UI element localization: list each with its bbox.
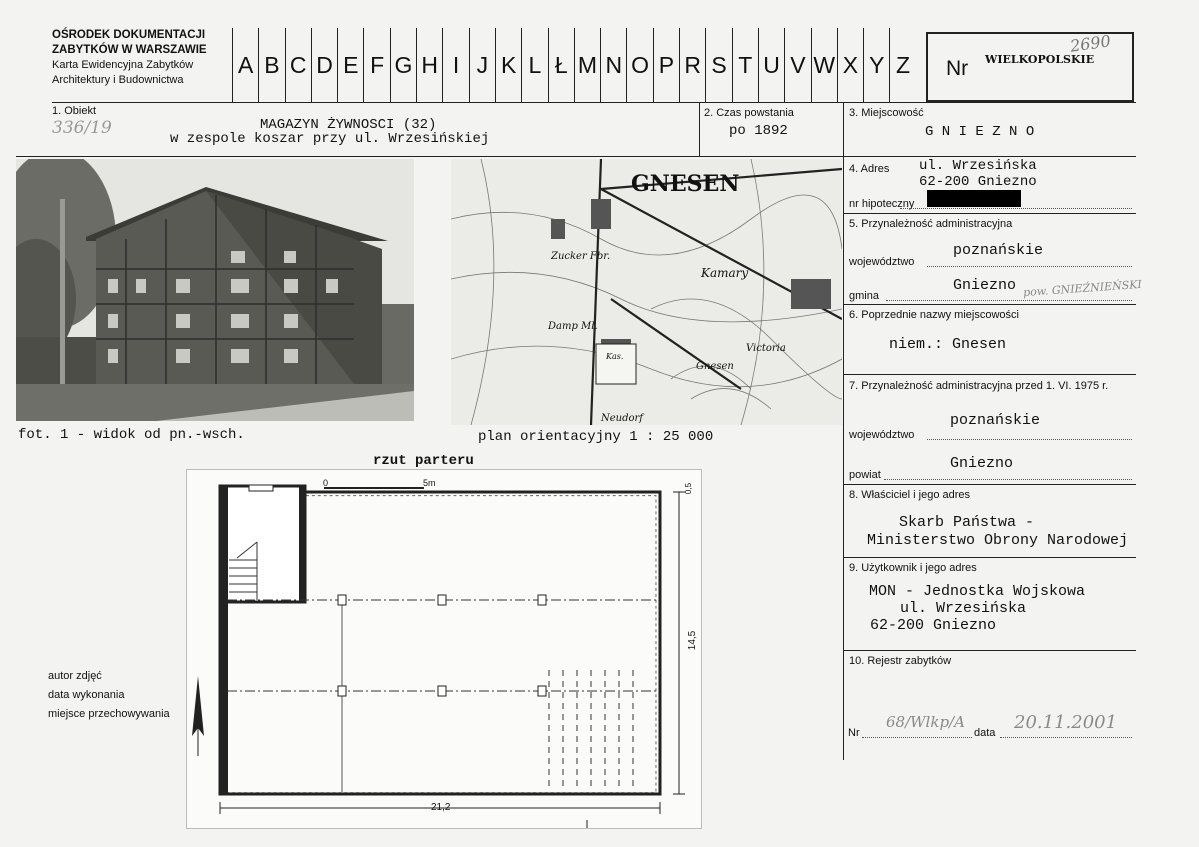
index-letter: O [626, 28, 652, 102]
north-arrow-icon [190, 676, 206, 756]
header-rule [52, 102, 1136, 103]
index-letter: A [232, 28, 258, 102]
orientation-map [451, 159, 842, 425]
right-column-divider [843, 102, 844, 760]
floorplan-title: rzut parteru [373, 453, 474, 469]
voivodeship-pre1975-label: województwo [849, 429, 915, 441]
index-letter: M [574, 28, 600, 102]
index-letter: F [363, 28, 389, 102]
index-letter: Ł [548, 28, 574, 102]
object-name: MAGAZYN ŻYWNOSCI (32) [260, 117, 437, 133]
institution-line4: Architektury i Budownictwa [52, 74, 184, 86]
nr-label: Nr [946, 57, 969, 80]
index-letter: Y [863, 28, 889, 102]
commune-note: pow. GNIEŹNIEŃSKI [1022, 277, 1143, 300]
index-letter: V [784, 28, 810, 102]
user-line3: 62-200 Gniezno [870, 617, 997, 634]
user-line1: MON - Jednostka Wojskowa [869, 583, 1086, 600]
institution-line2: ZABYTKÓW W WARSZAWIE [52, 44, 207, 56]
owner-line1: Skarb Państwa - [899, 514, 1035, 531]
map-label-zucker: Zucker Fbr. [551, 251, 611, 262]
institution-line3: Karta Ewidencyjna Zabytków [52, 59, 194, 71]
section3-label: 3. Miejscowość [849, 107, 924, 119]
index-letter: U [758, 28, 784, 102]
locality: G N I E Z N O [925, 124, 1035, 140]
address-street: ul. Wrzesińska [919, 158, 1037, 174]
section7-label: 7. Przynależność administracyjna przed 1. VI. 1975 r. [849, 380, 1109, 392]
index-letter: R [679, 28, 705, 102]
section1-label: 1. Obiekt [52, 105, 97, 117]
index-letter: E [337, 28, 363, 102]
map-label-gnesen: GNESEN [631, 171, 740, 197]
county-label: powiat [849, 469, 881, 481]
region-stamp: WIELKOPOLSKIE [985, 53, 1095, 66]
owner-line2: Ministerstwo Obrony Narodowej [867, 532, 1129, 549]
scale-start: 0 [323, 478, 329, 488]
photo-date-label: data wykonania [48, 689, 125, 701]
section5-label: 5. Przynależność administracyjna [849, 218, 1013, 230]
section6-label: 6. Poprzednie nazwy miejscowości [849, 309, 1019, 321]
index-letter: X [837, 28, 863, 102]
commune-value: Gniezno [953, 277, 1017, 294]
index-letter: Z [889, 28, 915, 102]
register-date-value: 20.11.2001 [1014, 712, 1118, 733]
address-city: 62-200 Gniezno [919, 174, 1037, 190]
index-letter: K [495, 28, 521, 102]
nr-handwritten: 2690 [1068, 31, 1112, 56]
dimension-width: 21,2 [431, 802, 451, 813]
index-letter: T [732, 28, 758, 102]
register-nr-value: 68/Wlkp/A [886, 713, 965, 731]
map-label-kas: Kas. [606, 352, 624, 361]
scale-end: 5m [423, 478, 436, 488]
photo-caption: fot. 1 - widok od pn.-wsch. [18, 427, 245, 443]
section2-label: 2. Czas powstania [704, 107, 794, 119]
index-letter: C [285, 28, 311, 102]
map-label-neudorf: Neudorf [601, 413, 644, 424]
map-label-gnesen-small: Gnesen [696, 361, 734, 372]
register-nr-label: Nr [848, 727, 860, 739]
photo-metadata-labels [48, 667, 170, 724]
alphabet-index [232, 28, 916, 102]
mortgage-label: nr hipoteczny [849, 198, 915, 210]
building-photo [16, 159, 414, 421]
index-letter: W [811, 28, 837, 102]
dimension-depth: 14,5 [687, 630, 699, 651]
institution-line1: OŚRODEK DOKUMENTACJI [52, 29, 206, 41]
index-letter: D [311, 28, 337, 102]
map-label-damp: Damp Ml. [548, 321, 598, 332]
index-letter: P [653, 28, 679, 102]
former-name: niem.: Gnesen [889, 336, 1007, 353]
index-letter: J [469, 28, 495, 102]
institution-block [52, 28, 232, 88]
index-letter: S [705, 28, 731, 102]
section10-label: 10. Rejestr zabytków [849, 655, 952, 667]
photo-author-label: autor zdjęć [48, 670, 102, 682]
dimension-small: 0,5 [684, 482, 694, 495]
voivodeship-pre1975-value: poznańskie [950, 412, 1041, 429]
index-letter: H [416, 28, 442, 102]
commune-label: gmina [849, 290, 879, 302]
index-letter: I [442, 28, 468, 102]
section4-label: 4. Adres [849, 163, 890, 175]
register-date-label: data [974, 727, 996, 739]
voivodeship-value: poznańskie [953, 242, 1044, 259]
redaction-bar [927, 190, 1021, 207]
county-value: Gniezno [950, 455, 1014, 472]
floorplan-sheet [186, 469, 702, 829]
map-label-victoria: Victoria [746, 343, 786, 354]
user-line2: ul. Wrzesińska [900, 600, 1027, 617]
object-handwritten-number: 336/19 [52, 118, 112, 138]
index-letter: N [600, 28, 626, 102]
object-ensemble: w zespole koszar przy ul. Wrzesińskiej [170, 131, 490, 147]
index-letter: G [390, 28, 416, 102]
construction-date: po 1892 [729, 123, 788, 139]
index-letter: L [521, 28, 547, 102]
map-caption: plan orientacyjny 1 : 25 000 [478, 429, 714, 445]
section8-label: 8. Właściciel i jego adres [849, 489, 971, 501]
section9-label: 9. Użytkownik i jego adres [849, 562, 977, 574]
map-label-kamary: Kamary [701, 266, 749, 280]
storage-location-label: miejsce przechowywania [48, 708, 170, 720]
voivodeship-label: województwo [849, 256, 915, 268]
index-letter: B [258, 28, 284, 102]
